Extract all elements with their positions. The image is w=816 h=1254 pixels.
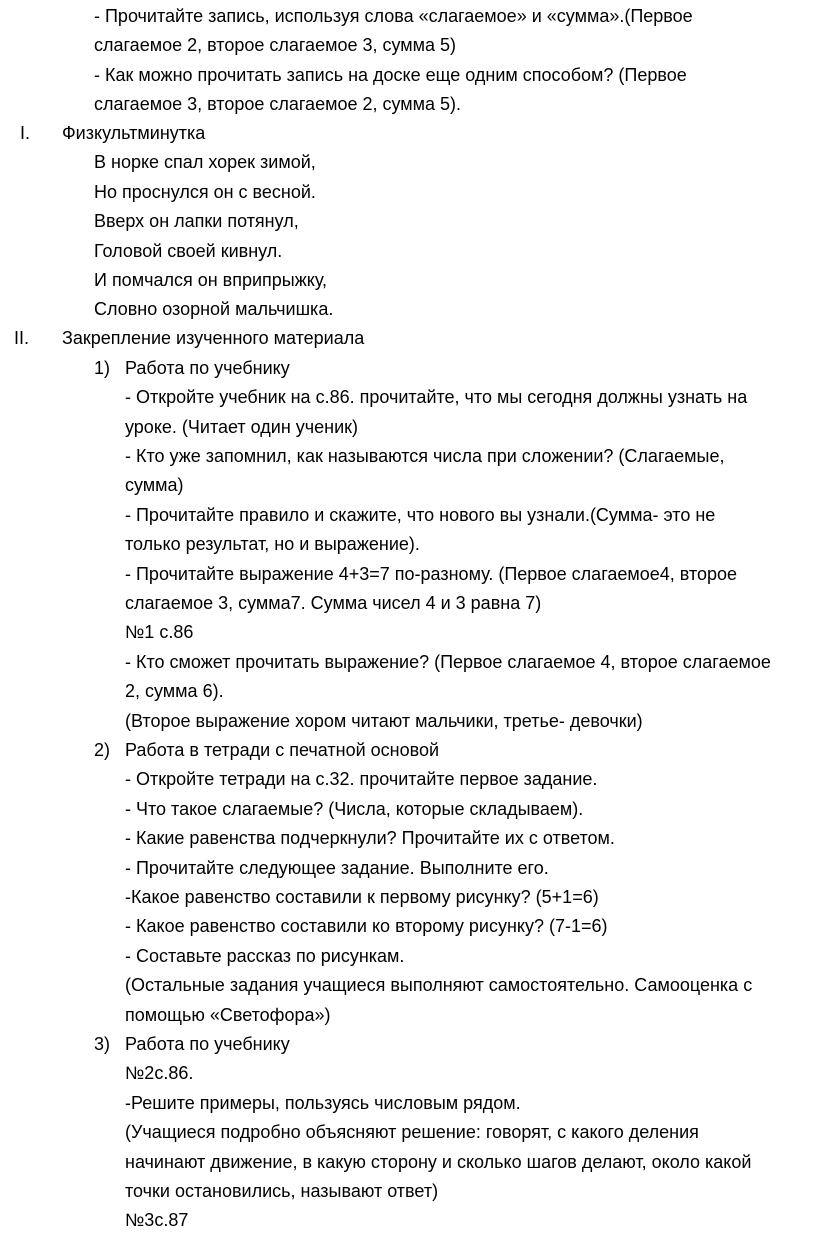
- list-item-line: - Какое равенство составили ко второму рисунку? (7-1=6): [125, 916, 608, 936]
- intro-line: слагаемое 2, второе слагаемое 3, сумма 5): [94, 35, 457, 55]
- list-item-title: Работа по учебнику: [125, 358, 290, 378]
- list-item-line: сумма): [125, 475, 184, 495]
- list-item-line: 2, сумма 6).: [125, 681, 224, 701]
- list-item-line: - Кто уже запомнил, как называются числа при сложении? (Слагаемые,: [125, 446, 725, 466]
- list-item-line: слагаемое 3, сумма7. Сумма чисел 4 и 3 равна 7): [125, 593, 542, 613]
- section-title: Закрепление изученного материала: [62, 328, 365, 348]
- intro-line: слагаемое 3, второе слагаемое 2, сумма 5).: [94, 94, 462, 114]
- list-item-line: точки остановились, называют ответ): [125, 1181, 439, 1201]
- list-item-line: №2с.86.: [125, 1063, 194, 1083]
- list-item-line: -Решите примеры, пользуясь числовым рядом.: [125, 1093, 521, 1113]
- section-numeral: II.: [14, 328, 30, 348]
- list-item-line: - Прочитайте следующее задание. Выполните его.: [125, 858, 549, 878]
- section-title: Физкультминутка: [62, 123, 206, 143]
- list-item-line: только результат, но и выражение).: [125, 534, 420, 554]
- list-item-line: уроке. (Читает один ученик): [125, 417, 359, 437]
- list-item-line: (Второе выражение хором читают мальчики, третье- девочки): [125, 711, 643, 731]
- list-item-title: Работа в тетради с печатной основой: [125, 740, 440, 760]
- poem-line: Словно озорной мальчишка.: [94, 299, 334, 319]
- poem-line: И помчался он вприпрыжку,: [94, 270, 328, 290]
- poem-line: В норке спал хорек зимой,: [94, 152, 316, 172]
- list-item-line: №1 с.86: [125, 622, 194, 642]
- list-number: 2): [94, 740, 111, 760]
- list-item-line: помощью «Светофора»): [125, 1005, 331, 1025]
- list-item-line: (Учащиеся подробно объясняют решение: говорят, с какого деления: [125, 1122, 699, 1142]
- poem-line: Головой своей кивнул.: [94, 241, 283, 261]
- list-item-line: - Откройте тетради на с.32. прочитайте первое задание.: [125, 769, 598, 789]
- list-item-line: начинают движение, в какую сторону и сколько шагов делают, около какой: [125, 1152, 752, 1172]
- poem-line: Вверх он лапки потянул,: [94, 211, 299, 231]
- list-item-line: -Какое равенство составили к первому рисунку? (5+1=6): [125, 887, 599, 907]
- list-item-line: - Составьте рассказ по рисункам.: [125, 946, 405, 966]
- list-item-line: - Кто сможет прочитать выражение? (Первое слагаемое 4, второе слагаемое: [125, 652, 771, 672]
- list-number: 3): [94, 1034, 111, 1054]
- list-item-line: (Остальные задания учащиеся выполняют самостоятельно. Самооценка с: [125, 975, 753, 995]
- poem-line: Но проснулся он с весной.: [94, 182, 316, 202]
- list-item-title: Работа по учебнику: [125, 1034, 290, 1054]
- section-numeral: I.: [20, 123, 31, 143]
- list-item-line: №3с.87: [125, 1210, 189, 1230]
- list-item-line: - Какие равенства подчеркнули? Прочитайте их с ответом.: [125, 828, 615, 848]
- list-number: 1): [94, 358, 111, 378]
- list-item-line: - Прочитайте правило и скажите, что нового вы узнали.(Сумма- это не: [125, 505, 716, 525]
- intro-line: - Прочитайте запись, используя слова «слагаемое» и «сумма».(Первое: [94, 6, 693, 26]
- intro-line: - Как можно прочитать запись на доске еще одним способом? (Первое: [94, 65, 687, 85]
- list-item-line: - Прочитайте выражение 4+3=7 по-разному. (Первое слагаемое4, второе: [125, 564, 738, 584]
- list-item-line: - Что такое слагаемые? (Числа, которые складываем).: [125, 799, 584, 819]
- list-item-line: - Откройте учебник на с.86. прочитайте, что мы сегодня должны узнать на: [125, 387, 748, 407]
